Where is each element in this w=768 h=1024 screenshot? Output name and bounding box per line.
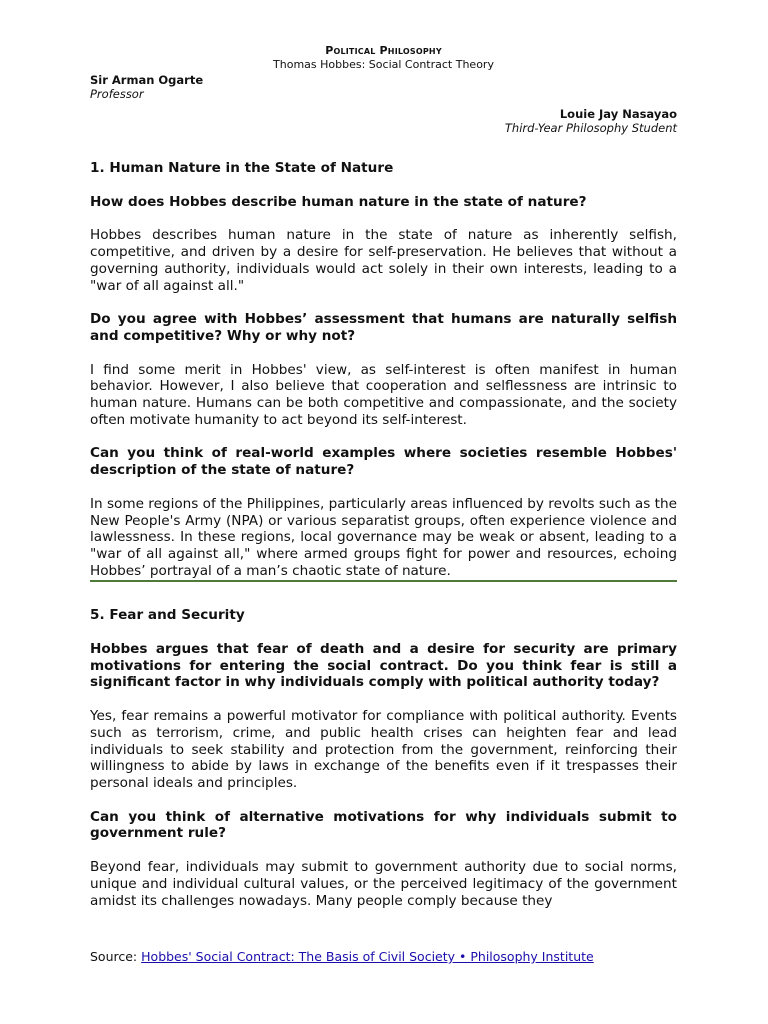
course-title: Political Philosophy	[325, 44, 442, 57]
course-topic: Thomas Hobbes: Social Contract Theory	[273, 58, 494, 71]
professor-role: Professor	[90, 87, 144, 101]
student-role: Third-Year Philosophy Student	[504, 121, 677, 135]
answer-truncated	[90, 859, 677, 909]
question: How does Hobbes describe human nature in the state of nature?	[90, 193, 587, 210]
document-page	[90, 44, 677, 909]
source-link[interactable]: Hobbes' Social Contract: The Basis of Civil Society • Philosophy Institute	[141, 949, 594, 964]
answer-text: Beyond fear, individuals may submit to government authority due to social norms, unique and individual cultural values, or the perceived legitimacy of the government amidst its challenges nowadays. Many people comply because they	[90, 859, 677, 909]
source-label: Source:	[90, 949, 138, 964]
student-block	[90, 107, 677, 135]
answer: In some regions of the Philippines, particularly areas influenced by revolts such as the New People's Army (NPA) or various separatist groups, often experience violence and lawlessness. In these regions, local governance may be weak or absent, leading to a "war of all against all," where armed groups fight for power and resources, echoing Hobbes’ portrayal of a man’s chaotic state of nature.	[90, 496, 677, 583]
answer: Yes, fear remains a powerful motivator for compliance with political authority. Events such as terrorism, crime, and public health crises can heighten fear and lead individuals to seek stability and protection from the government, reinforcing their willingness to abide by laws in exchange of the benefits even if it trespasses their personal ideals and principles.	[90, 708, 677, 791]
section-heading: 5. Fear and Security	[90, 607, 245, 624]
section-heading: 1. Human Nature in the State of Nature	[90, 160, 394, 176]
answer: I find some merit in Hobbes' view, as self-interest is often manifest in human behavior. However, I also believe that cooperation and selflessness are intrinsic to human nature. Humans can be both competitive and compassionate, and the society often motivate humanity to act beyond its self-interest.	[90, 361, 677, 428]
source-citation	[90, 949, 594, 965]
question: Can you think of alternative motivations for why individuals submit to government rule?	[90, 808, 677, 842]
document-body	[90, 160, 677, 909]
section-divider-space	[90, 582, 677, 607]
professor-name: Sir Arman Ogarte	[90, 73, 204, 87]
course-header	[90, 44, 677, 72]
answer: Hobbes describes human nature in the state of nature as inherently selfish, competitive, and driven by a desire for self-preservation. He believes that without a governing authority, individuals would act solely in their own interests, leading to a "war of all against all."	[90, 227, 677, 294]
question: Do you agree with Hobbes’ assessment that humans are naturally selfish and competitive? Why or why not?	[90, 311, 677, 344]
question: Hobbes argues that fear of death and a desire for security are primary motivations for entering the social contract. Do you think fear is still a significant factor in why individuals comply with political authority today?	[90, 641, 677, 691]
professor-block	[90, 73, 677, 101]
question: Can you think of real-world examples where societies resemble Hobbes' description of the state of nature?	[90, 445, 677, 479]
student-name: Louie Jay Nasayao	[559, 107, 677, 121]
